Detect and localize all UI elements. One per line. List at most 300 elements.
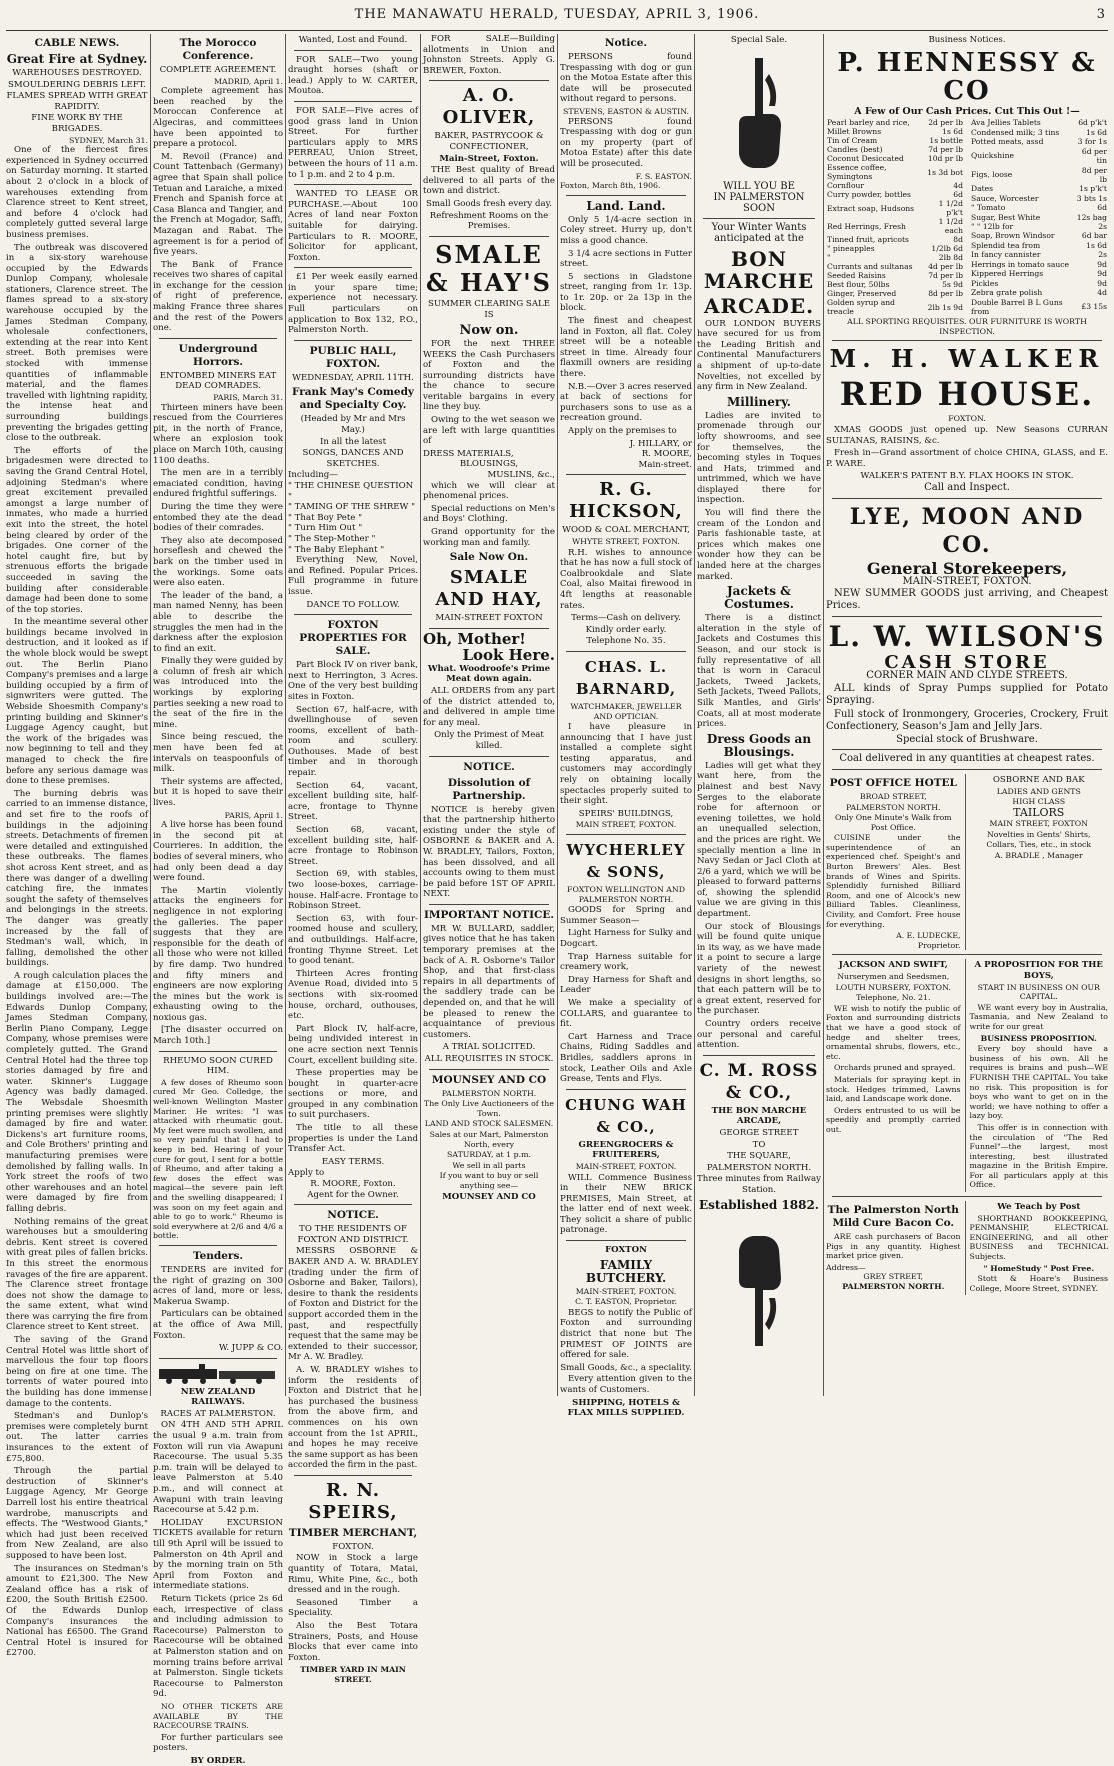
price-item: Kippered Herrings — [971, 269, 1044, 279]
price-value: 4d per lb — [928, 262, 963, 272]
ad-text: Section 64, vacant, excellent building site, half-acre, frontage to Thynne Street. — [288, 780, 418, 823]
price-row — [826, 262, 964, 271]
ad-text: FOXTON. — [332, 1541, 374, 1552]
divider — [832, 769, 1102, 770]
column-business-notices — [826, 34, 1108, 1396]
ad-subhead: Now on. — [459, 322, 519, 338]
price-value: 2s — [1098, 250, 1107, 260]
column-rule — [557, 34, 558, 1396]
divider — [159, 1358, 277, 1359]
column-rule — [965, 959, 966, 1192]
ad-footer: TIMBER YARD IN MAIN STREET. — [300, 1665, 406, 1684]
ad-text: Thirteen Acres fronting Avenue Road, divided into 5 sections with six-roomed house, orchard, outhouses, etc. — [288, 968, 418, 1022]
ad-text: THE Best quality of Bread delivered to all parts of the town and district. — [423, 165, 555, 197]
ad-text: Only the Primest of Meat killed. — [434, 730, 544, 751]
ad-text: XMAS GOODS just opened up. New Seasons CURRAN SULTANAS, RAISINS, &c. — [826, 424, 1108, 446]
price-list — [826, 118, 1108, 316]
paragraph: The Martin violently attacks the engineers for negligence in not exploring the galleries. The paper suggests that they are responsible for the death of all those who were not killed by fire damp. Two hundred and fifty miners and engineers are now exploring the mines but the work is exhausting owing to the noxious gas. — [153, 885, 283, 1023]
ad-text: Kindly order early. — [585, 624, 667, 635]
ad-text: Fresh in—Grand assortment of choice CHINA, GLASS, and E. P. WARE. — [826, 448, 1108, 469]
dateline: MADRID, April 1. — [214, 76, 283, 86]
ad-title: ARCADE. — [703, 293, 815, 318]
paragraph: Their systems are affected, but it is hoped to save their lives. — [153, 776, 283, 808]
ad-title: SMALE & HAY'S — [426, 239, 552, 297]
ad-title: JACKSON AND SWIFT, — [838, 960, 948, 971]
divider — [294, 1475, 412, 1476]
ad-text: Coal delivered in any quantities at cheapest rates. — [839, 753, 1095, 765]
ad-subhead: What. Woodroofe's Prime Meat down again. — [427, 663, 551, 685]
section-head: Tenders. — [192, 1249, 244, 1262]
ad-text: Light Harness for Sulky and Dogcart. — [560, 928, 692, 949]
list-item: " Turn Him Out " — [288, 523, 363, 534]
ad-text: WILL YOU BE — [723, 180, 795, 192]
ad-subhead: MAIN-STREET, FOXTON. — [575, 1161, 677, 1171]
price-item: Sugar, Best White — [971, 212, 1041, 222]
ad-text: SHORTHAND BOOKKEEPING, PENMANSHIP, ELECTRICAL ENGINEERING, and all other BUSINESS and TECHNICAL Subjects. — [969, 1213, 1108, 1262]
column-morocco — [153, 34, 283, 1766]
column-notices — [560, 34, 692, 1419]
ad-text: R.H. wishes to announce that he has now a full stock of Coalbrookdale and Slate Coal, also Maitai firewood in 4ft lengths at reasonable rates. — [560, 547, 692, 611]
ad-subhead: Telephone, No. 21. — [856, 993, 931, 1003]
price-row — [826, 163, 964, 181]
price-value: 2lb 8d — [938, 253, 963, 263]
ad-text: 3 1/4 acre sections in Futter street. — [560, 248, 692, 270]
ad-head: NOTICE. — [463, 760, 515, 773]
divider — [566, 1240, 686, 1241]
classified-ad: FOR SALE—Five acres of good grass land in Union Street. For further particulars apply to MRS PERREAU, Union Street, between the hours of 11 a.m. to 1 p.m. and 2 to 4 p.m. — [288, 105, 418, 180]
ad-subhead: Main-Street, Foxton. — [439, 153, 539, 164]
ad-text: THE SQUARE, — [727, 1151, 791, 1162]
price-row — [970, 222, 1108, 231]
masthead-rule — [6, 30, 1108, 31]
ad-text: DRESS MATERIALS, — [423, 448, 514, 459]
price-row — [970, 297, 1108, 316]
ad-subhead: MAIN-STREET, FOXTON. — [902, 575, 1032, 587]
ad-text: A few doses of Rheumo soon cured Mr Geo. Colledge, the well-known Wellington Master Mariner. He writes: "I was attacked with rheumatic gout. My feet were much swollen, and so very painful that I had to keep in bed. Hearing of your cure for gout, I sent for a bottle of Rheumo, and after taking a few doses the effect was magical—the severe pain left and the swelling disappeared; I was soon on my feet again and able to go to work." Rheumo is sold everywhere at 2/6 and 4/6 a bottle. — [153, 1077, 283, 1241]
ad-text: 5 sections in Gladstone street, ranging from 1r. 13p. to 1r. 20p. or 2a 13p in the block. — [560, 271, 692, 314]
price-value: 3 for 1s — [1077, 137, 1107, 147]
price-item: Ava Jellies Tablets — [971, 118, 1041, 128]
paragraph: Thirteen miners have been rescued from the Courrieres pit, in the north of France, where an explosion took place on March 10th, causing 1100 deaths. — [153, 402, 283, 466]
price-value: 1s 6d — [1086, 127, 1107, 137]
price-row — [970, 212, 1108, 221]
ad-text: ALL kinds of Spray Pumps supplied for Potato Spraying. — [826, 682, 1108, 706]
list-item: " The Baby Elephant " — [288, 544, 385, 555]
ad-subhead: Jackets & Costumes. — [724, 584, 794, 612]
divider — [832, 1196, 1102, 1197]
paragraph: A live horse has been found in the second pit at Courrieres. In addition, the bodies of several miners, who had only been dead a day were found. — [153, 820, 283, 884]
ad-text: BEGS to notify the Public of Foxton and surrounding district that none but The PRIMEST OF JOINTS are offered for sale. — [560, 1307, 692, 1361]
ad-title: LYE, MOON AND CO. — [849, 503, 1085, 558]
ad-text: NEW SUMMER GOODS just arriving, and Cheapest Prices. — [826, 588, 1108, 612]
price-item: Tinned fruit, apricots — [827, 235, 909, 245]
ad-title: Frank May's Comedy and Specialty Coy. — [291, 386, 415, 412]
ad-text: Grand opportunity for the working man and family. — [423, 527, 555, 548]
ad-title: L. W. WILSON'S — [828, 620, 1106, 654]
divider — [429, 80, 549, 81]
divider — [429, 236, 549, 237]
ad-text: For further particulars see posters. — [153, 1732, 283, 1754]
ad-text: FOR the next THREE WEEKS the Cash Purchasers of Foxton and the surrounding districts have the chance to secure veritable bargains in every line they buy. — [423, 338, 555, 413]
ad-text: TENDERS are invited for the right of grazing on 300 acres of land, more or less, Makerua Swamp. — [153, 1264, 283, 1307]
ad-text: This offer is in connection with the circulation of "The Red Funnel"—the largest, most interesting, best illustrated magazine in the British Empire. For all particulars apply at this Office. — [969, 1122, 1108, 1190]
signature: Agent for the Owner. — [307, 1189, 399, 1200]
ad-head: NOTICE. — [327, 1209, 379, 1222]
ad-text: Section 68, vacant, excellent building site, half-acre frontage to Robinson Street. — [288, 825, 418, 867]
ad-title: FAMILY BUTCHERY. — [585, 1257, 667, 1285]
divider — [832, 498, 1102, 499]
ad-text: Cart Harness and Trace Chains, Riding Saddles and Bridles, saddlers aprons in stock, Leather Oils and Axle Grease, Tents and Flys. — [560, 1031, 692, 1085]
ad-head: RHEUMO SOON CURED HIM. — [163, 1055, 273, 1077]
price-row — [970, 269, 1108, 278]
ad-title: WYCHERLEY & SONS, — [566, 841, 686, 882]
price-value: 6d — [953, 190, 963, 200]
ad-text: HOLIDAY EXCURSION TICKETS available for return till 9th April will be issued to Palmerston on 4th April and by the morning train on 5th April from Foxton and intermediate stations. — [153, 1517, 283, 1592]
price-table-right — [970, 118, 1108, 316]
price-item: Best flour, 50lbs — [827, 280, 890, 290]
ad-row — [826, 959, 1108, 1192]
paragraph: M. Revoil (France) and Count Tattenbach (Germany) agree that Spain shall police Tetuan and Laraiche, a mixed French and Spanish force at Casa Blanca and Tangier, and the French at Mogador, Saffi, Mazagan and Rabat. The agreement is for a period of five years. — [153, 151, 283, 258]
paragraph: The Bank of France receives two shares of capital in exchange for the cession of right of preference, making France three shares and the rest of the Powers one. — [153, 259, 283, 334]
ad-title: M. H. WALKER — [829, 344, 1105, 374]
price-row — [826, 181, 964, 190]
list-item: " The Step-Mother " — [288, 533, 376, 544]
paragraph: The efforts of the brigadesmen were directed to saving the Grand Central Hotel, adjoining Stedman's where great excitement prevailed amongst a large number of inmates, who made a hurried exit into the street, the hotel being cleared by order of the brigades. One corner of the hotel caught fire, but by strenuous efforts the brigade succeeded in saving the building after considerable damage had been done to some of the top stories. — [6, 445, 148, 615]
price-row — [826, 289, 964, 298]
price-value: 2lb 1s 9d — [927, 302, 963, 312]
ad-text: Novelties in Gents' Shirts, — [986, 829, 1091, 839]
ad-title: R. G. HICKSON, — [569, 479, 683, 523]
ad-text: Small Goods, &c., a speciality. — [560, 1362, 692, 1373]
price-row — [970, 203, 1108, 212]
ad-text: Return Tickets (price 2s 6d each, irrespective of class and including admission to Racecourse) Palmerston to Racecourse will be obtained at Palmerston station and on morning trains before arrival at Palmerston. Single tickets Racecourse to Palmerston 9d. — [153, 1593, 283, 1700]
divider — [566, 834, 686, 835]
column-oliver — [423, 34, 555, 1396]
ad-text: Your Winter Wants anticipated at the — [711, 222, 807, 244]
ad-title: The Palmerston North Mild Cure Bacon Co. — [827, 1204, 959, 1230]
column-rule — [285, 34, 286, 1396]
price-item: Double Barrel B L Guns from — [971, 297, 1063, 316]
signature: J. HILLARY, or — [629, 438, 692, 449]
price-value: 6d bar — [1081, 231, 1107, 241]
ad-bacon-co — [826, 1201, 961, 1295]
dateline: PARIS, March 31. — [213, 393, 283, 403]
ad-subhead: Dress Goods an Blousings. — [706, 731, 812, 759]
price-value: 8d — [953, 235, 963, 245]
price-item: Pearl barley and rice, — [827, 118, 910, 128]
price-value: 3 bts 1s — [1076, 193, 1107, 203]
price-item: " pineapples — [827, 244, 875, 254]
price-value: 2d per lb — [928, 118, 963, 128]
price-item: Figs, loose — [971, 170, 1013, 180]
column-cable-news — [6, 34, 148, 1659]
divider — [429, 628, 549, 629]
ad-title: Land. Land. — [586, 198, 666, 213]
divider — [566, 651, 686, 652]
ad-text: The Only Live Auctioneers of the Town. — [424, 1099, 554, 1118]
price-item: Red Herrings, Fresh — [827, 221, 906, 231]
ad-text: The title to all these properties is under the Land Transfer Act. — [288, 1123, 418, 1155]
ad-text: Part Block IV, half-acre, being undivided interest in one acre section next Tennis Court, excellent building site. — [288, 1023, 418, 1066]
price-row — [970, 241, 1108, 250]
section-head: Wanted, Lost and Found. — [298, 35, 408, 45]
price-row — [826, 217, 964, 235]
ad-subhead: C. T. EASTON, Proprietor. — [575, 1297, 677, 1307]
ad-subhead: Established 1882. — [699, 1197, 819, 1212]
masthead — [0, 0, 1114, 30]
ad-text: Only One Minute's Walk from Post Office. — [834, 813, 952, 832]
ad-text: Telephone No. 35. — [586, 636, 666, 647]
price-value: 1s 3d bot — [927, 167, 963, 177]
classified-ad: WANTED TO LEASE OR PURCHASE.—About 100 Acres of land near Foxton suitable for dairying. Particulars to R. MOORE, Solicitor for applicant, Foxton. — [288, 189, 418, 263]
price-row — [970, 288, 1108, 297]
price-value: 9d — [1097, 259, 1107, 269]
price-item: Soap, Brown Windsor — [971, 231, 1055, 241]
ad-subhead: SUMMER CLEARING SALE — [427, 298, 551, 309]
ad-text: Full stock of Ironmongery, Groceries, Crockery, Fruit Confectionery, Season's Jam and Jelly Jars. — [826, 708, 1108, 732]
price-item: Splendid tea from — [971, 240, 1041, 250]
ad-subhead: CASH STORE — [884, 652, 1050, 674]
price-item: Coconut Desiccated — [827, 154, 904, 164]
ad-title: A PROPOSITION FOR THE BOYS, — [974, 960, 1103, 981]
ad-subhead: Dissolution of Partnership. — [447, 776, 531, 802]
ad-title: BON MARCHE — [703, 246, 815, 293]
divider — [159, 338, 277, 339]
ad-text: TO — [752, 1139, 766, 1150]
price-row — [826, 280, 964, 289]
price-item: " Tomato — [971, 203, 1006, 213]
ad-text: WILL Commence Business in their NEW BRICK PREMISES, Main Street, at the latter end of next week. They solicit a share of public patronage. — [560, 1172, 692, 1236]
pointing-hand-icon — [729, 54, 789, 174]
ad-subhead: BAKER, PASTRYCOOK & CONFECTIONER, — [434, 131, 544, 152]
price-row — [970, 184, 1108, 193]
ad-text: Orchards pruned and sprayed. — [834, 1063, 956, 1073]
ad-title: CHUNG WAH & CO., — [565, 1095, 687, 1136]
ad-text: Terms—Cash on delivery. — [571, 613, 681, 624]
article-title: Great Fire at Sydney. — [6, 52, 148, 66]
ad-subhead: Sale Now On. — [449, 551, 529, 564]
price-row — [826, 298, 964, 316]
paragraph: A rough calculation places the damage at £150,000. The buildings involved are:—The Edwards Dunlop Company, James Stedman Company, Berlin Piano Company, Legge Company, whose premises were completely gutted. The Grand Central Hotel had the three top stories damaged by fire and water. Skinner's Luggage Agency was badly damaged. The Websdale Shoesmith printing premises were slightly damaged by fire and water. Dickens's art furniture rooms, and Cole Brothers' printing and manufacturing premises were demolished by falling walls. In York street the roofs of two other warehouses and an hotel were damaged by fire from falling debris. — [6, 970, 148, 1214]
ad-text: WE wish to notify the public of Foxton and surrounding districts that we have a good stock of hedge and shelter trees, ornamental shrubs, flowers, etc., etc. — [826, 1003, 961, 1061]
ad-text: MAIN STREET, FOXTON — [989, 819, 1088, 829]
price-item: Millet Browns — [827, 127, 882, 137]
ad-text: Special reductions on Men's and Boys' Clothing. — [423, 503, 555, 525]
ad-subhead: CORNER MAIN AND CLYDE STREETS. — [866, 670, 1068, 682]
ad-date: WEDNESDAY, APRIL 11TH. — [292, 372, 414, 383]
ad-text: GEORGE STREET — [719, 1127, 799, 1138]
ad-title: POST OFFICE HOTEL — [829, 776, 957, 789]
paragraph: The men are in a terribly emaciated condition, having endured frightful sufferings. — [153, 468, 283, 500]
ad-title: C. M. ROSS & CO., — [699, 1060, 819, 1103]
divider — [294, 184, 412, 185]
ad-title: SMALE AND HAY, — [435, 567, 543, 611]
ad-text: Stott & Hoare's Business College, Moore Street, SYDNEY. — [969, 1274, 1108, 1293]
ad-subhead: WHYTE STREET, FOXTON. — [572, 536, 680, 546]
divider — [832, 749, 1102, 750]
ad-proposition-boys — [970, 959, 1108, 1192]
ad-text: A TRIAL SOLICITED. — [442, 1042, 536, 1053]
ad-text: ARE cash purchasers of Bacon Pigs in any quantity. Highest market price given. — [826, 1232, 961, 1261]
list-item: " TAMING OF THE SHREW " — [288, 502, 416, 513]
ad-text: ALL REQUISITES IN STOCK. — [424, 1054, 554, 1064]
ad-subhead: RACES AT PALMERSTON. — [160, 1408, 276, 1419]
price-row — [826, 199, 964, 217]
signature: A. BRADLE , Manager — [994, 851, 1083, 861]
ad-footer: MOUNSEY AND CO — [442, 1191, 536, 1202]
ad-text: PERSONS found Trespassing with dog or gun on my property (part of Motoa Estate) after this date will be prosecuted. — [560, 116, 692, 169]
locomotive-icon — [155, 1363, 281, 1385]
price-value: 6d — [1097, 203, 1107, 213]
price-value: 2s — [1098, 222, 1107, 232]
ad-text: ALL SPORTING REQUISITES. OUR FURNITURE IS WORTH INSPECTION. — [847, 317, 1087, 336]
paragraph: The insurances on Stedman's amount to £21,300. The New Zealand office has a risk of £200, the South British £2500. Of the Edwards Dunlop Company's insurances the National has £6500. The Grand Central Hotel is insured for £2700. — [6, 1563, 148, 1659]
ad-text: " HomeStudy " Post Free. — [983, 1263, 1095, 1273]
price-value: 9d — [1097, 269, 1107, 279]
ad-subhead: TO THE RESIDENTS OF FOXTON AND DISTRICT. — [297, 1224, 409, 1245]
deck-3: FLAMES SPREAD WITH GREAT RAPIDITY. — [6, 91, 148, 112]
ad-subhead: MAIN-STREET, FOXTON. — [575, 1286, 677, 1296]
ad-text: MUSLINS, &c., — [487, 470, 555, 481]
ad-subhead: Nurserymen and Seedsmen, — [837, 972, 950, 981]
price-value: 12s bag — [1076, 212, 1107, 222]
ad-subhead: BROAD STREET, — [859, 791, 927, 801]
price-item: Cornflour — [827, 181, 865, 191]
list-item: " THE CHINESE QUESTION " — [288, 481, 414, 502]
ad-subhead: THE BON MARCHE ARCADE, — [711, 1105, 807, 1127]
ad-head: FOXTON — [605, 1245, 647, 1256]
price-value: 4d — [953, 181, 963, 191]
ad-jackson-swift — [826, 959, 961, 1192]
ad-title: We Teach by Post — [997, 1202, 1081, 1213]
divider — [294, 101, 412, 102]
price-item: Herrings in tomato sauce — [971, 259, 1070, 269]
signature: A. E. LUDECKE, — [896, 931, 961, 941]
divider — [294, 267, 412, 268]
divider — [294, 50, 412, 51]
paragraph: Through the partial destruction of Skinner's Luggage Agency, Mr George Darrell lost his entire theatrical wardrobe, manuscripts and effects. The "Westwood Giants," which had just been received from New Zealand, are also supposed to have been lost. — [6, 1466, 148, 1561]
ad-text: SPEIRS' BUILDINGS, — [578, 808, 674, 819]
ad-title: OSBORNE AND BAK — [992, 774, 1085, 785]
paragraph: During the time they were entombed they ate the dead bodies of their comrades. — [153, 501, 283, 534]
ad-text: Refreshment Rooms on the Premises. — [429, 210, 549, 232]
price-table-left — [826, 118, 964, 316]
ad-text: PALMERSTON NORTH. — [842, 1282, 945, 1292]
ad-subhead: BUSINESS PROPOSITION. — [980, 1033, 1097, 1043]
ad-text: ALL ORDERS from any part of the district attended to, and delivered in ample time for any meal. — [423, 685, 555, 728]
ad-subhead: TAILORS — [1013, 805, 1065, 819]
ad-text: Including— — [288, 470, 338, 481]
ad-title: MOUNSEY AND CO — [431, 1073, 547, 1086]
ad-subhead: GREENGROCERS & FRUITERERS, — [578, 1139, 674, 1161]
price-row — [826, 190, 964, 199]
price-value: 6d per tin — [1081, 146, 1107, 165]
page-number: 3 — [1096, 7, 1106, 22]
price-item: In fancy cannister — [971, 250, 1041, 260]
ad-text: You will find there the cream of the London and Paris fashionable taste, at prices which makes one wonder how they can be landed here at the charges marked. — [697, 508, 821, 582]
divider — [566, 195, 686, 196]
column-rule — [694, 34, 695, 1396]
ad-text: These properties may be bought in quarter-acre sections or more, and grouped in any combination to suit purchasers. — [288, 1068, 418, 1121]
price-value: 8d per lb — [1081, 165, 1107, 184]
deck: COMPLETE AGREEMENT. — [159, 65, 277, 75]
ad-footer: SHIPPING, HOTELS & FLAX MILLS SUPPLIED. — [567, 1397, 685, 1419]
ad-text: PALMERSTON NORTH. — [441, 1088, 537, 1098]
signature: Proprietor. — [917, 940, 961, 950]
ad-text: GOODS for Spring and Summer Season— — [560, 905, 692, 926]
ad-subhead: WATCHMAKER, JEWELLER AND OPTICIAN. — [570, 701, 682, 721]
list-item: " That Boy Pete " — [288, 512, 363, 523]
price-row — [970, 128, 1108, 137]
price-row — [826, 253, 964, 262]
ad-text: We make a speciality of COLLARS, and guarantee to fit. — [560, 997, 692, 1030]
price-value: 9d — [1097, 278, 1107, 288]
price-row — [826, 154, 964, 163]
deck-1: WAREHOUSES DESTROYED. — [12, 68, 142, 78]
ad-title: RED HOUSE. — [839, 375, 1095, 414]
ad-text: Ladies will get what they want here, from the plainest and best Navy Serges to the elaborate robe for afternoon or evening toilettes, we hold an unequalled selection, and the prices are right. We specially mention a line in Navy Sedan or Jacl Cloth at 2/6 a yard, which we will be pleased to forward patterns of, showing the splendid value we are giving in this department. — [697, 760, 821, 920]
price-row — [970, 146, 1108, 165]
price-row — [826, 271, 964, 280]
price-item: Currants and sultanas — [827, 262, 913, 272]
classified-ad: FOR SALE—Building allotments in Union and Johnston Streets. Apply G. BREWER, Foxton. — [423, 34, 555, 76]
signature: R. MOORE, — [641, 449, 692, 460]
ad-teach-by-post — [970, 1201, 1108, 1295]
column-wanted — [288, 34, 418, 1684]
ad-subhead: START IN BUSINESS ON OUR CAPITAL. — [977, 982, 1100, 1002]
ad-text: Sales at our Mart, Palmerston North, every — [429, 1129, 549, 1149]
ad-title: A. O. OLIVER, — [442, 85, 536, 129]
ad-head: FOXTON PROPERTIES FOR SALE. — [299, 619, 407, 658]
column-rule — [150, 34, 151, 1396]
ad-text: Ladies are invited to promenade through our lofty showrooms, and see for themselves, the becoming styles in Toques and Hats, trimmed and untrimmed, which we have displayed there for inspection. — [697, 410, 821, 506]
price-item: " " 12lb for — [971, 222, 1014, 232]
divider — [703, 218, 815, 219]
price-value: 4d — [1097, 287, 1107, 297]
dateline: SYDNEY, March 31. — [69, 135, 148, 145]
paragraph: Complete agreement has been reached by the Moroccan Conference at Algeciras, and committees have been appointed to prepare a protocol. — [153, 86, 283, 150]
ad-text: Country orders receive our personal and careful attention. — [697, 1019, 821, 1051]
price-row — [970, 118, 1108, 127]
ad-subhead: LOUTH NURSERY, FOXTON. — [835, 982, 951, 992]
column-rule — [420, 34, 421, 1396]
section-head: The Morocco Conference. — [179, 37, 257, 62]
ad-text: LADIES AND GENTS — [996, 786, 1081, 796]
ad-text: ON 4TH AND 5TH APRIL the usual 9 a.m. train from Foxton will run via Awapuni Racecourse. The usual 5.35 p.m. train will be delayed to leave Palmerston at 5.40 p.m., and will connect at Awapuni with train leaving Racecourse at 5.42 p.m. — [153, 1420, 283, 1516]
paragraph: In the meantime several other buildings became involved in destruction, and it looked as if the whole block would be swept out. The Berlin Piano Company's premises and a large building occupied by a firm of signwriters were gutted. The Webside Shoesmith Company's printing building and Skinner's Luggage Agency caught, but the work of the brigades was now beginning to tell and they managed to check the fire before any serious damage was done to these premises. — [6, 617, 148, 787]
price-item: Quickshine — [971, 151, 1015, 161]
pointing-hand-icon — [729, 1220, 789, 1350]
price-row — [970, 260, 1108, 269]
ad-text: Section 63, with four-roomed house and scullery, and outbuildings. Half-acre, fronting Thynne Street. Let to good tenant. — [288, 913, 418, 967]
column-special-sale — [697, 34, 821, 1396]
signature: BY ORDER. — [190, 1755, 246, 1766]
ad-text: Part Block IV on river bank, next to Herrington, 3 Acres. One of the very best building sites in Foxton. — [288, 660, 418, 702]
ad-text: We sell in all parts — [452, 1160, 526, 1170]
ad-text: Seasoned Timber a Speciality. — [288, 1597, 418, 1619]
divider — [566, 1089, 686, 1090]
ad-text: Owing to the wet season we are left with large quantities of — [423, 415, 555, 447]
ad-text: which we will clear at phenomenal prices. — [423, 480, 555, 502]
ad-text: CUISINE under the superintendence of an experienced chef. Speight's and Burton Brewers' Ales. Best brands of Wines and Spirits. Splendidly furnished Billiard Room, and one of Alcock's new Billiard Tables. Cleanliness, Civility, and Comfort. Free house for everything. — [826, 833, 961, 929]
ad-subhead: Millinery. — [727, 394, 791, 409]
ad-text: Apply to — [288, 1168, 325, 1179]
price-value: 1 1/2d each — [938, 217, 963, 236]
ad-text: Only 5 1/4-acre section in Coley street. Hurry up, don't miss a good chance. — [560, 214, 692, 246]
ad-text: IN PALMERSTON SOON — [713, 192, 805, 214]
ad-text: Small Goods fresh every day. — [425, 198, 553, 209]
section-head: Business Notices. — [928, 35, 1006, 45]
